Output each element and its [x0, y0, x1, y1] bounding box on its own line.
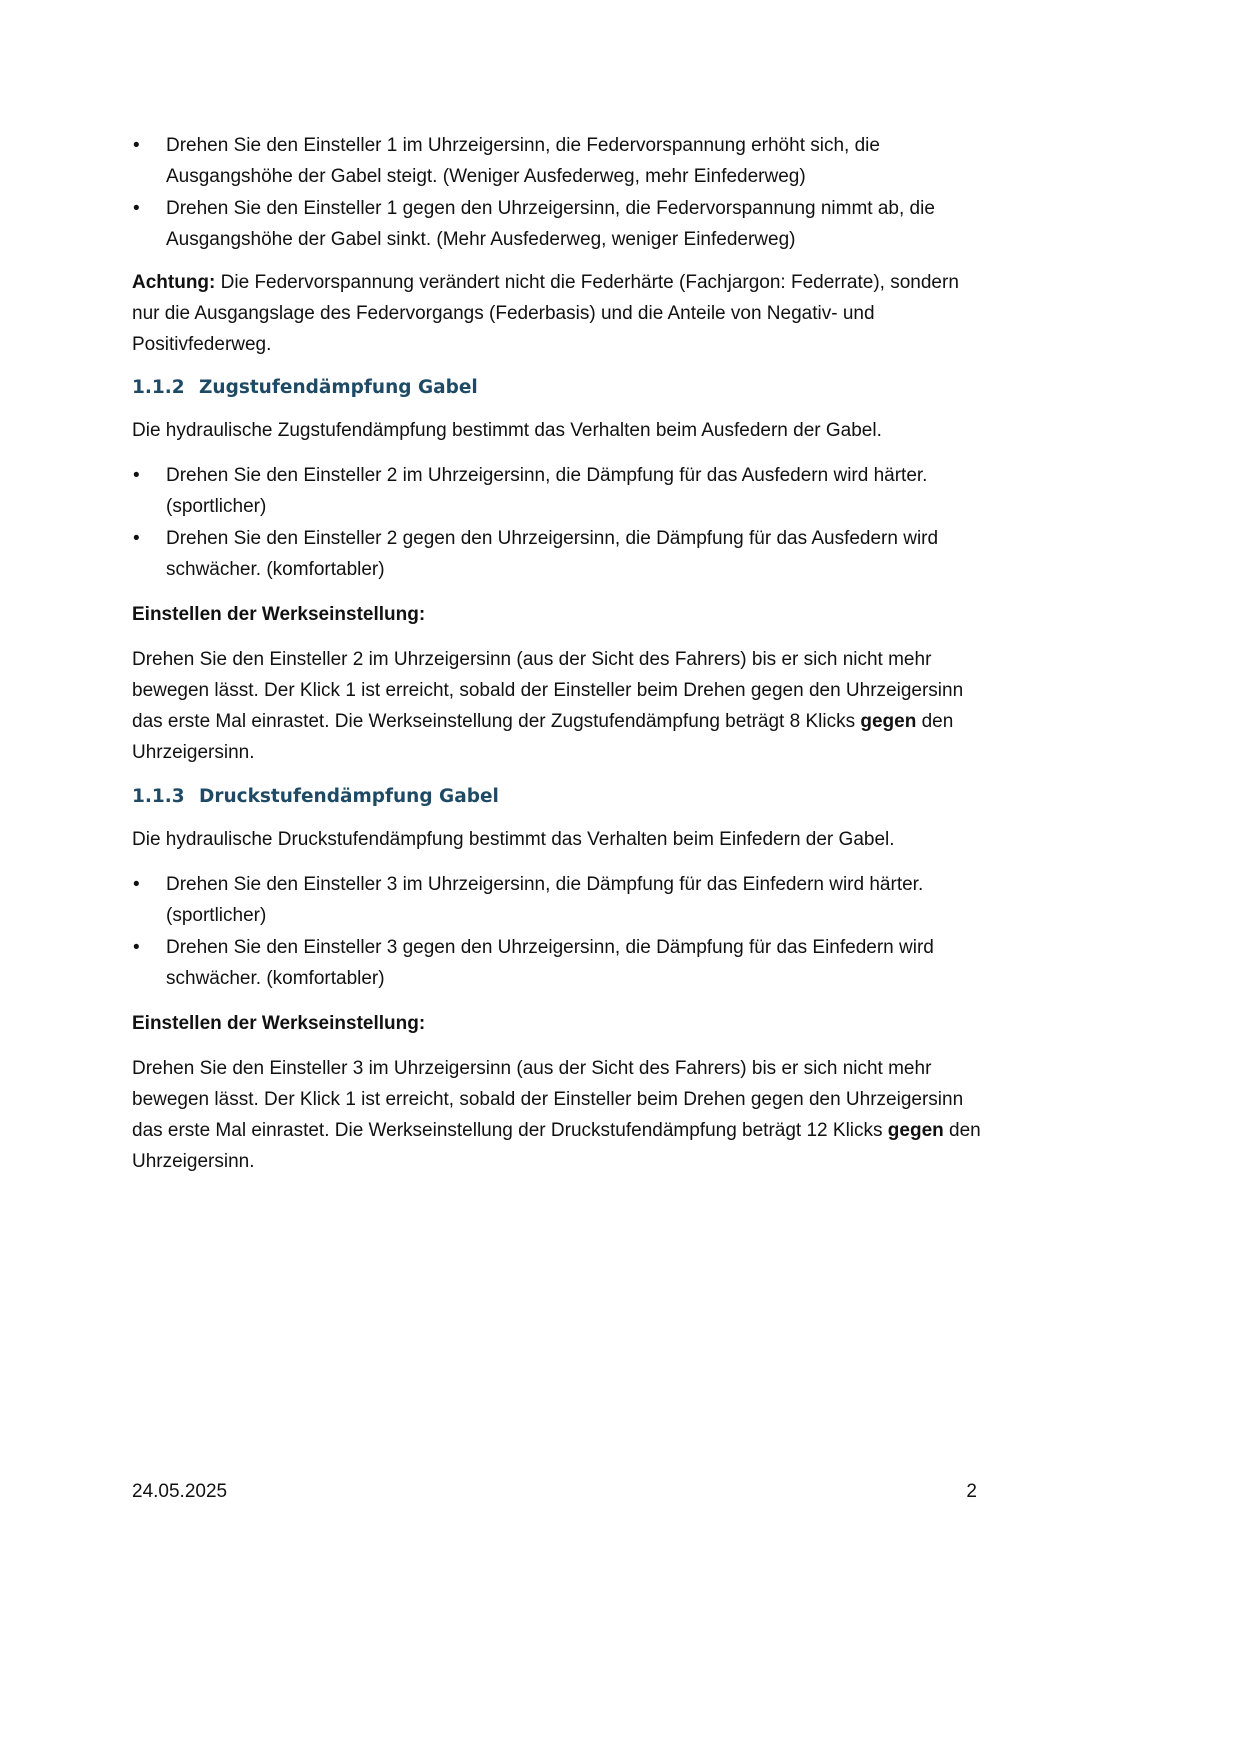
factory-setting-heading: Einstellen der Werkseinstellung:	[132, 1013, 426, 1034]
factory-setting-paragraph	[132, 644, 982, 768]
section-number: 1.1.2	[132, 377, 185, 398]
factory-setting-text: Drehen Sie den Einsteller 2 im Uhrzeigersinn (aus der Sicht des Fahrers) bis er sich nicht mehr bewegen lässt. Der Klick 1 ist erreicht, sobald der Einsteller beim Drehen gegen den Uhrzeigersinn das erste Mal einrastet. Die Werkseinstellung der Zugstufendämpfung beträgt 8 Klicks	[132, 649, 964, 732]
factory-setting-heading: Einstellen der Werkseinstellung:	[132, 604, 426, 625]
factory-setting-text-end: den Uhrzeigersinn.	[132, 1120, 981, 1172]
factory-setting-text-end: den Uhrzeigersinn.	[132, 711, 954, 763]
list-item-text: Drehen Sie den Einsteller 1 im Uhrzeigersinn, die Federvorspannung erhöht sich, die Ausgangshöhe der Gabel steigt. (Weniger Ausfederweg, mehr Einfederweg)	[166, 135, 880, 187]
factory-setting-emphasis: gegen	[860, 711, 917, 732]
section-number: 1.1.3	[132, 786, 185, 807]
page-content	[132, 130, 982, 1177]
list-item-text: Drehen Sie den Einsteller 2 im Uhrzeigersinn, die Dämpfung für das Ausfedern wird härter. (sportlicher)	[166, 465, 928, 517]
note-text: Die Federvorspannung verändert nicht die Federhärte (Fachjargon: Federrate), sondern nur die Ausgangslage des Federvorgangs (Federbasis) und die Anteile von Negativ- und Positivfederweg.	[132, 272, 959, 355]
list-item-text: Drehen Sie den Einsteller 3 im Uhrzeigersinn, die Dämpfung für das Einfedern wird härter. (sportlicher)	[166, 874, 924, 926]
section-heading-1-1-3	[132, 782, 982, 812]
list-item	[132, 130, 982, 192]
section-heading-1-1-2	[132, 373, 982, 403]
list-item	[132, 932, 982, 994]
factory-setting-emphasis: gegen	[887, 1120, 944, 1141]
list-item	[132, 869, 982, 931]
list-item	[132, 523, 982, 585]
section-title: Zugstufendämpfung Gabel	[199, 377, 478, 398]
footer-date: 24.05.2025	[132, 1481, 228, 1502]
intro-bullet-list	[132, 130, 982, 255]
list-item-text: Drehen Sie den Einsteller 2 gegen den Uhrzeigersinn, die Dämpfung für das Ausfedern wird schwächer. (komfortabler)	[166, 528, 939, 580]
note-label: Achtung:	[132, 272, 216, 293]
list-item-text: Drehen Sie den Einsteller 1 gegen den Uhrzeigersinn, die Federvorspannung nimmt ab, die Ausgangshöhe der Gabel sinkt. (Mehr Ausfederweg, weniger Einfederweg)	[166, 198, 935, 250]
list-item	[132, 193, 982, 255]
note-paragraph	[132, 267, 982, 360]
section-1-1-2-bullet-list	[132, 460, 982, 585]
section-intro-paragraph: Die hydraulische Zugstufendämpfung bestimmt das Verhalten beim Ausfedern der Gabel.	[132, 420, 882, 441]
factory-setting-text: Drehen Sie den Einsteller 3 im Uhrzeigersinn (aus der Sicht des Fahrers) bis er sich nicht mehr bewegen lässt. Der Klick 1 ist erreicht, sobald der Einsteller beim Drehen gegen den Uhrzeigersinn das erste Mal einrastet. Die Werkseinstellung der Druckstufendämpfung beträgt 12 Klicks	[132, 1058, 964, 1141]
factory-setting-paragraph	[132, 1053, 982, 1177]
list-item-text: Drehen Sie den Einsteller 3 gegen den Uhrzeigersinn, die Dämpfung für das Einfedern wird schwächer. (komfortabler)	[166, 937, 934, 989]
list-item	[132, 460, 982, 522]
footer-page-number: 2	[966, 1481, 977, 1502]
section-1-1-3-bullet-list	[132, 869, 982, 994]
section-intro-paragraph: Die hydraulische Druckstufendämpfung bestimmt das Verhalten beim Einfedern der Gabel.	[132, 829, 895, 850]
section-title: Druckstufendämpfung Gabel	[199, 786, 499, 807]
